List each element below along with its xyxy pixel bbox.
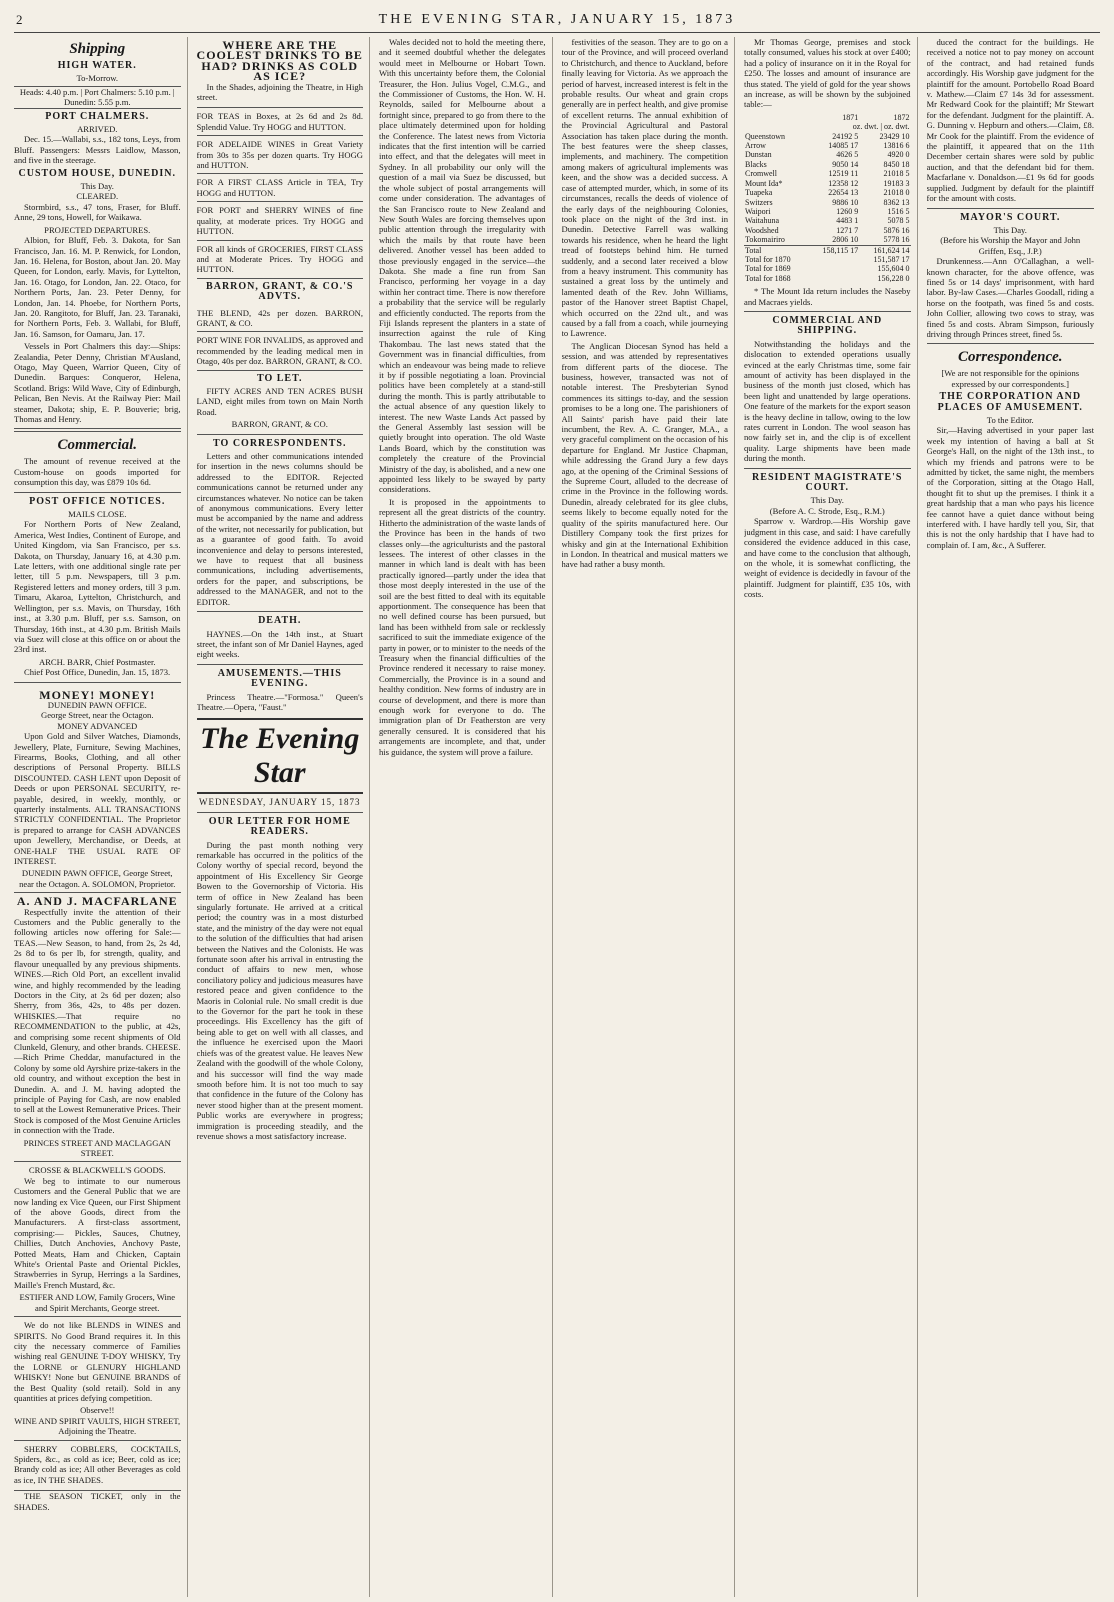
projected-text: Albion, for Bluff, Feb. 3. Dakota, for San Francisco, Jan. 16. M. P. Renwick, for London, Jan. 16. Helena, for Boston, about Jan. 20. May Queen, for London, early. Mavis, for Lyttelton, Jan. 16. Otago, for London, Jan. 22. Otaco, for Northern Ports, Jan. 23. Peter Denny, for London, Jan. 14. Phoebe, for Northern Ports, Jan. 20. Rangitoto, for Bluff, Jan. 23. Taranaki, for Northern Ports, Feb. 3. Wallabi, for Bluff, Jan. 16. Samson, for Oamaru, Jan. 17.: [14, 235, 181, 339]
death-notice: HAYNES.—On the 14th inst., at Stuart street, the infant son of Mr Daniel Haynes, aged eight weeks.: [196, 628, 363, 660]
table-cell: 13816 6: [883, 141, 910, 151]
table-cell: 9050 14: [832, 159, 859, 169]
mayors-court-heading: MAYOR'S COURT.: [960, 211, 1061, 223]
column-4: [562, 37, 736, 1597]
coolest-drinks-heading: WHERE ARE THE COOLEST DRINKS TO BE HAD? DRINKS AS COLD AS ICE?: [196, 38, 363, 84]
leader-heading: OUR LETTER FOR HOME READERS.: [208, 815, 351, 838]
resident-court-judge: (Before A. C. Strode, Esq., R.M.): [769, 505, 885, 516]
table-cell: 158,115 17: [808, 245, 859, 255]
table-row: [744, 188, 911, 197]
cleared-text: Stormbird, s.s., 47 tons, Fraser, for Bluff. Anne, 29 tons, Howell, for Waikawa.: [14, 201, 181, 223]
table-cell: Woodshed: [745, 225, 779, 235]
table-cell: 21018 0: [883, 188, 910, 198]
projected-label: PROJECTED DEPARTURES.: [44, 224, 151, 235]
macfarlane-text: Respectfully invite the attention of their Customers and the Public generally to the following articles now offering for Sale:— TEAS.—New Season, to hand, from 2s, 2s 4d, 2s 8d to 6s per lb, for strength, quality, and flavour unequalled by any previous shipments. WINES.—Rich Old Port, an excellent invalid wine, and highly recommended by the leading Doctors in the City, at 2s 6d per dozen; also Sherry, from 36s, 42s, to 48s per dozen. WHISKIES.—That require no RECOMMENDATION to the public, at 42s, and comprising some recent shipments of Old Clunkeld, Glenury, and other brands. CHEESE.—Rich Prime Cheddar, manufactured in the Colony by some old Ayrshire prize-takers in the old country, and without exception the best in Dunedin. A. and J. M. having adopted the principle of Paying for Cash, are now enabled to sell at the Lowest Remunerative Prices. Their Stock is composed of the Most Genuine Articles in connection with the Trade.: [14, 906, 181, 1136]
blends-ad: [14, 1317, 181, 1440]
table-cell: Cromwell: [745, 169, 777, 179]
court-continued: duced the contract for the buildings. He received a notice not to pay money on account of the contract, and had retained funds accordingly. His Worship gave judgment for the plaintiff for the amount. Portobello Road Board v. Mathew.—Claim £7 14s 3d for assessment. Mr Redward Cook for the plaintiff; Mr Stewart for the defendant. Judgment for the plaintiff. A. G. Dunning v. Hepburn and others.—Claim, £8. Mr Cook for the plaintiff. From the evidence of the plaintiff, it appeared that on the 11th December certain shares were sold by public auction, and that the defendant bid for them. Macfarlane v. Donaldson.—£1 9s 6d for goods supplied. Judgment by default for the plaintiff for the amount with costs.: [926, 37, 1094, 204]
leader-text: During the past month nothing very remarkable has occurred in the politics of the Colony worthy of special record, beyond the appointment of His Excellency Sir George Bowen to the Governorship of Victoria. His term of office in New Zealand has been singularly fortunate. He arrived at a critical period; the country was in a most disturbed state, and the ministry of the day were not equal to the solution of the difficulties that had arisen between the Natives and the Colonists. He was fortunate soon after his arrival in entrusting the conduct of affairs to new men, whose conciliatory policy and judicious measures have restored peace and given confidence to the Maoris in Colonial rule. No small credit is due to the Governor for the part he took in these proceedings. His Excellency has the gift of being able to get on well with all classes, and the influence he exercised upon the Maori chiefs was of the greatest value. He leaves New Zealand with the goodwill of the whole Colony, and his successor will find the way made smooth before him. It is not too much to say that confidence in the future of the Colony has never stood higher than at the present moment. Public works are everywhere in progress; immigration is proceeding steadily, and the revenue shows a most satisfactory increase.: [196, 839, 363, 1141]
table-row: [744, 207, 911, 216]
commercial-heading: Commercial.: [57, 437, 138, 454]
correspondence-note: [We are not responsible for the opinions expressed by our correspondents.]: [941, 368, 1080, 389]
table-cell: 14085 17: [828, 141, 859, 151]
leader-continued-2: It is proposed in the appointments to represent all the great districts of the country. Hitherto the administration of the waste lands of the Province has been in the hands of two classes only—the agriculturists and the pastoral lessees. The interest of other classes in the manner in which land is dealt with has been practically ignored—partly under the idea that those most deeply interested in the use of the soil are the best fitted to deal with its equitable apportionment. The consequence has been that no well defined course has been pursued, but land has been withheld from sale or recklessly sacrificed to suit the immediate exigence of the party in power, or to minister to the needs of the Treasury when the financial difficulties of the Province rendered it necessary to raise money. Commercially, the Province is in a sound and healthy condition. New forms of industry are in course of development, and there is more than enough work for everyone to do. The immigration plan of Dr Featherston are very generally censured. It is considered that his arrangements are incomplete, and that, under his guidance, the system will prove a failure.: [379, 496, 546, 757]
hogg-hutton-ad-5: FOR all kinds of GROCERIES, FIRST CLASS and at Moderate Prices. Try HOGG and HUTTON.: [197, 241, 364, 279]
table-cell: Total for 1869: [745, 264, 791, 274]
leader-part-4b: The Anglican Diocesan Synod has held a session, and was attended by representatives from different parts of the diocese. The business, however, transacted was not of notable interest. The Presbyterian Synod commences its sittings to-day, and the session promises to be a long one. The parishioners of All Saints' parish have paid their late incumbent, the Rev. A. C. Granger, M.A., a very graceful compliment on the occasion of his departure for England. Mr Justice Chapman, while addressing the Grand Jury a few days ago, at the opening of the Criminal Sessions of the Supreme Court, alluded to the decrease of crime in the Province in the following words. Dunedin, already celebrated for its glee clubs, seems likely to become equally noted for the quality of the spirits manufactured here. Our Distillery Company took the first prizes for whisky and gin at the International Exhibition in London. In theatrical and musical matters we have had rather a busy month.: [561, 340, 728, 570]
resident-court-text: Sparrow v. Wardrop.—His Worship gave judgment in this case, and said: I have carefully considered the evidence adduced in this case, and have come to the conclusion that although, on the whole, it is somewhat conflicting, the weight of evidence is decidedly in favour of the plaintiff. Judgment for plaintiff, £35 10s, with costs.: [744, 516, 911, 600]
port-chalmers-heading: PORT CHALMERS.: [45, 110, 150, 122]
table-cell: Waitahuna: [745, 216, 780, 226]
table-cell: 1516 5: [887, 206, 910, 216]
correspondents-text: Letters and other communications intended for insertion in the news columns should be addressed to the EDITOR. Rejected communications cannot be returned under any circumstances whatever. No notice can be taken of anonymous communications. Every letter must be accompanied by the name and address of the writer, not necessarily for publication, but as a guarantee of good faith. To avoid inconvenience and delay to persons interested, we have to request that all business communications, including advertisements, orders for the paper, and subscriptions, be addressed to the MANAGER, and not to the EDITOR.: [196, 451, 363, 607]
death-heading: DEATH.: [258, 615, 302, 627]
table-cell: Total for 1870: [745, 254, 791, 264]
port-wine-ad: PORT WINE FOR INVALIDS, as approved and recommended by the leading medical men in Otago, 40s per doz. BARRON, GRANT, & CO.: [197, 332, 364, 370]
money-heading: MONEY! MONEY!: [39, 687, 156, 702]
table-row: [744, 179, 911, 188]
column-6: [927, 37, 1101, 1597]
table-cell: Arrow: [745, 141, 766, 151]
table-row: [744, 264, 911, 273]
divider: [14, 428, 181, 432]
postmaster-sign: ARCH. BARR, Chief Postmaster.: [38, 656, 156, 667]
table-cell: 5778 16: [883, 235, 910, 245]
table-row: [744, 132, 911, 141]
arrived-label: ARRIVED.: [77, 124, 118, 135]
pawn-office-name: DUNEDIN PAWN OFFICE.: [47, 699, 147, 710]
column-1: [14, 37, 188, 1597]
table-cell: Waipori: [745, 206, 771, 216]
table-header: [744, 113, 808, 122]
blend-ad: THE BLEND, 42s per dozen. BARRON, GRANT, & CO.: [197, 305, 364, 333]
table-cell: 1260 9: [836, 206, 859, 216]
crosse-blackwell-text: We beg to intimate to our numerous Customers and the General Public that we are now landing ex Vice Queen, our First Shipment of the above Goods, direct from the Manufacturers. A first-class assortment, comprising:— Pickles, Sauces, Chutney, Chillies, Dutch Anchovies, Anchovy Paste, Potted Meats, Ham and Chicken, Captain White's Oriental Paste and Oriental Pickles, Strawberries in Syrup, Herrings a la Sardines, Maille's French Mustard, &c.: [14, 1175, 181, 1290]
mayors-court-text: Drunkenness.—Ann O'Callaghan, a well-known character, for the above offence, was fined 5s or 14 days' imprisonment, with hard labor. By-law Cases.—Charles Goodall, riding a horse on the footpath, was fined 5s and costs. John Collier, allowing two cows to stray, was fined 5s and costs. Abram Simpson, furiously driving through Princes street, fined 5s.: [926, 256, 1094, 339]
amusements-heading: AMUSEMENTS.—THIS EVENING.: [217, 667, 342, 690]
table-header: 1872: [893, 112, 910, 122]
table-cell: Tokomairiro: [745, 235, 785, 245]
divider: [927, 343, 1095, 344]
money-advanced: MONEY ADVANCED: [57, 720, 138, 731]
coolest-drinks-text: In the Shades, adjoining the Theatre, in High street.: [196, 81, 363, 103]
table-row: [744, 274, 911, 283]
table-cell: 5876 16: [883, 225, 910, 235]
table-cell: 156,228 0: [877, 273, 910, 283]
table-cell: 19183 3: [883, 178, 910, 188]
hogg-hutton-ad-3: FOR A FIRST CLASS Article in TEA, Try HOGG and HUTTON.: [197, 174, 364, 202]
table-cell: 8450 18: [883, 159, 910, 169]
letter-text: Sir,—Having advertised in your paper last week my intention of having a ball at St George's Hall, on the night of the 13th inst., to which my friends and patrons were to be admitted by ticket, the same night, the members of the Corporation, sitting at the Otago Hall, thought fit to shut up the premises. I think it a great hardship that a man who pays his licence fee cannot have a quiet dance without being interfered with. I have hardly tell you, Sir, that this is not the only hardship that I have had to complain of. I am, &c., A Sufferer.: [926, 425, 1094, 550]
gold-table-body: [744, 132, 911, 245]
post-office-date: Chief Post Office, Dunedin, Jan. 15, 1873.: [24, 667, 171, 678]
table-cell: 161,624 14: [859, 245, 910, 255]
page-number: 2: [16, 12, 23, 27]
resident-court-day: This Day.: [810, 495, 844, 506]
commercial-shipping-text: Notwithstanding the holidays and the dislocation to extended operations usually evinced at the early Christmas time, some fair amount of activity has been displayed in the business of the month just closed, which has been light and unattended by large operations. One feature of the markets for the export season is the heavy decline in tallow, owing to the low rates current in London. The wool season has now fairly set in, and the clip is of excellent quality. Large shipments have been made during the month.: [744, 338, 911, 464]
table-cell: Total for 1868: [745, 273, 791, 283]
table-cell: 12358 12: [828, 178, 859, 188]
table-cell: 4483 1: [836, 216, 859, 226]
paper-dateline: WEDNESDAY, JANUARY 15, 1873: [199, 797, 361, 808]
commercial-text: The amount of revenue received at the Custom-house on goods imported for consumption this day, was £879 10s 6d.: [14, 456, 181, 488]
table-cell: 4920 0: [887, 150, 910, 160]
letter-salutation: To the Editor.: [986, 415, 1034, 425]
to-let-heading: TO LET.: [256, 372, 303, 384]
divider: [744, 468, 911, 469]
this-day-label: This Day.: [80, 181, 114, 192]
pawn-office-ad: [14, 687, 181, 894]
table-cell: 151,587 17: [873, 254, 910, 264]
running-title: THE EVENING STAR, JANUARY 15, 1873: [378, 12, 736, 27]
macfarlane-heading: A. AND J. MACFARLANE: [16, 894, 178, 909]
hogg-hutton-ad-2: FOR ADELAIDE WINES in Great Variety from 30s to 35s per dozen quarts. Try HOGG and HUTTON.: [197, 136, 364, 174]
table-cell: 24192 5: [832, 131, 859, 141]
table-cell: 22654 13: [828, 188, 859, 198]
blends-text: We do not like BLENDS in WINES and SPIRITS. No Good Brand requires it. In this city the necessary commerce of Families wishing real GENUINE T-DOY WHISKY, Try the LORNE or GLENURY HIGHLAND WHISKY! None but GENUINE BRANDS of the Best Quality (sold retail). Sold in any quantities at prices defying competition.: [14, 1320, 181, 1403]
hogg-hutton-ad-4: FOR PORT and SHERRY WINES of fine quality, at moderate prices. Try HOGG and HUTTON.: [197, 202, 364, 240]
table-unit: oz. dwt. | oz. dwt.: [852, 122, 910, 132]
table-cell: Total: [744, 245, 808, 255]
table-cell: 8362 13: [883, 197, 910, 207]
divider: [197, 434, 364, 435]
gold-intro: Mr Thomas George, premises and stock totally consumed, values his stock at over £400; had a policy of insurance on it in the Royal for £250. The losses and amount of insurance are thus stated. The yield of gold for the year shows an increase, as will be shown by the subjoined table:—: [744, 37, 911, 110]
divider: [14, 492, 181, 493]
estifer-low-sign: ESTIFER AND LOW, Family Grocers, Wine and Spirit Merchants, George street.: [19, 1292, 176, 1313]
table-cell: Switzers: [745, 197, 773, 207]
masthead: [14, 10, 1100, 33]
observe-label: Observe!!: [80, 1405, 115, 1416]
tide-table: Heads: 4.40 p.m. | Port Chalmers: 5.10 p.m. | Dunedin: 5.55 p.m.: [14, 86, 181, 109]
year-totals: [744, 255, 911, 283]
table-cell: 5078 5: [887, 216, 910, 226]
commercial-shipping-heading: COMMERCIAL AND SHIPPING.: [772, 314, 883, 337]
table-cell: 12519 11: [828, 169, 859, 179]
columns: [14, 37, 1100, 1597]
mayors-court-day: This Day.: [993, 224, 1027, 235]
table-row: [744, 169, 911, 178]
vessels-in-port: Vessels in Port Chalmers this day:—Ships: Zealandia, Peter Denny, Christian M'Ausland, Otago, May Queen, Warrior Queen, City of Dunedin. Barques: Conqueror, Helena, Scotland. Brigs: Wild Wave, City of Edinburgh, Pelican, Ben Nevis. At the Railway Pier: Mail steamer, Dakota; ship, E. P. Bouverie; brig, Thomas and Henry.: [14, 341, 181, 424]
divider: [14, 682, 181, 683]
custom-house-heading: CUSTOM HOUSE, DUNEDIN.: [18, 167, 176, 179]
table-row: [744, 141, 911, 150]
table-row: [744, 198, 911, 207]
table-row: [744, 150, 911, 159]
table-row: [744, 216, 911, 225]
gold-yield-table: [744, 113, 911, 283]
table-cell: 155,604 0: [877, 264, 910, 274]
princes-street-heading: PRINCES STREET AND MACLAGGAN STREET.: [23, 1137, 171, 1158]
divider: [744, 311, 911, 312]
coolest-drinks-ad: [197, 37, 364, 108]
gold-footnote: * The Mount Ida return includes the Naseby and Macraes yields.: [744, 286, 911, 307]
macfarlane-ad: [14, 893, 181, 1162]
high-water-heading: HIGH WATER.: [57, 60, 137, 71]
cleared-label: CLEARED.: [76, 191, 119, 202]
table-row: [744, 255, 911, 264]
divider: [197, 812, 364, 813]
crosse-blackwell-heading: CROSSE & BLACKWELL'S GOODS.: [28, 1165, 166, 1176]
wine-spirit-vaults: WINE AND SPIRIT VAULTS, HIGH STREET, Adjoining the Theatre.: [14, 1415, 181, 1437]
table-cell: 23429 10: [879, 131, 910, 141]
paper-nameplate: The Evening Star: [197, 718, 364, 794]
correspondence-heading: Correspondence.: [957, 349, 1063, 366]
pawn-office-sign: DUNEDIN PAWN OFFICE, George Street, near the Octagon. A. SOLOMON, Proprietor.: [19, 868, 176, 889]
pawn-office-address: George Street, near the Octagon.: [41, 710, 154, 721]
column-5: [744, 37, 918, 1597]
mails-close-label: MAILS CLOSE.: [68, 509, 127, 520]
amusements-text: Princess Theatre.—"Formosa." Queen's Theatre.—Opera, "Faust.": [196, 691, 363, 712]
table-cell: Queenstown: [745, 131, 785, 141]
divider: [927, 208, 1095, 209]
table-total-row: [744, 245, 911, 255]
tomorrow-label: To-Morrow.: [76, 73, 119, 84]
table-cell: 1271 7: [836, 225, 859, 235]
cobblers-text: SHERRY COBBLERS, COCKTAILS, Spiders, &c., as cold as ice; Beer, cold as ice; Brandy cold as ice; All other Beverages as cold as ice, IN THE SHADES.: [14, 1443, 181, 1485]
table-cell: Blacks: [745, 159, 767, 169]
divider: [197, 611, 364, 612]
table-cell: Dunstan: [745, 150, 772, 160]
table-row: [744, 160, 911, 169]
table-cell: 2806 10: [832, 235, 859, 245]
correspondents-heading: TO CORRESPONDENTS.: [213, 437, 347, 449]
post-office-heading: POST OFFICE NOTICES.: [29, 495, 166, 507]
barron-grant-heading: BARRON, GRANT, & CO.'S ADVTS.: [206, 280, 354, 303]
mayors-court-judge: (Before his Worship the Mayor and John Griffen, Esq., J.P.): [940, 235, 1081, 256]
table-cell: Tuapeka: [745, 188, 773, 198]
table-cell: Mount Ida*: [745, 178, 783, 188]
divider: [197, 664, 364, 665]
letter-title: THE CORPORATION AND PLACES OF AMUSEMENT.: [937, 391, 1083, 413]
table-cell: 21018 5: [883, 169, 910, 179]
crosse-blackwell-ad: [14, 1162, 181, 1317]
leader-part-4a: festivities of the season. They are to go on a tour of the Province, and will proceed overland to Christchurch, and thence to Auckland, before finally leaving for Victoria. As we approach the period of harvest, increased interest is felt in the probable results. Our wheat and grain crops generally are in perfect health, and give promise of excellent returns. The annual exhibition of the Provincial Agricultural and Pastoral Association has taken place during the month. The best features were the sheep classes, implements, and machinery. The competition among makers of agricultural implements was keen, and the show was a decided success. A case of attempted murder, which, in some of its circumstances, recalls the deeds of violence of the early days of the neighbouring Colonies, took place on the night of the 3rd inst. in Dunedin. Detective Farrell was walking towards his residence, when he heard the light tread of footsteps behind him. He turned suddenly, and a second later received a blow from a heavy instrument. This community has sustained a great loss by the untimely and lamented death of the Rev. John Williams, pastor of the Hanover street Baptist Chapel, which occurred on the 22nd ult., and was caused by a fall from a coach, while journeying to Lawrence.: [561, 37, 728, 339]
table-row: [744, 226, 911, 235]
post-office-text: For Northern Ports of New Zealand, America, West Indies, Continent of Europe, and United Kingdom, via San Francisco, per s.s. Dakota, on Thursday, January 16, at 4.30 p.m. Late letters, with one additional single rate per letter, till 5 p.m. Newspapers, till 3 p.m. Registered letters and money orders, till 3 p.m. Timaru, Akaroa, Lyttelton, Christchurch, and Wellington, per s.s. Mavis, on Thursday, 16th inst., at 3.30 p.m. Bluff, per s.s. Samson, on Thursday, 16th inst., at 4.30 p.m. British Mails via Suez will close at this office on or about the 23rd inst.: [14, 519, 181, 655]
season-ticket-ad: THE SEASON TICKET, only in the SHADES.: [14, 1491, 181, 1512]
pawn-office-text: Upon Gold and Silver Watches, Diamonds, Jewellery, Plate, Furniture, Sewing Machines, Firearms, Books, Clothing, and all other descriptions of Personal Property. BILLS DISCOUNTED. CASH LENT upon Deposit of Deeds or upon PERSONAL SECURITY, re-payable, desired, in weekly, monthly, or quarterly instalments. ALL TRANSACTIONS STRICTLY CONFIDENTIAL. The Proprietor is prepared to arrange for CASH ADVANCES upon Jewellery, Merchandise, or Deeds, at ONE-HALF THE USUAL RATE OF INTEREST.: [14, 731, 181, 867]
leader-continued: Wales decided not to hold the meeting there, and it seemed doubtful whether the delegates would meet in Melbourne or Hobart Town. With this uncertainty before them, the Colonial Treasurer, the Hon. Julius Vogel, C.M.G., and the Commissioner of Customs, the Hon. W. H. Reynolds, sailed for Melbourne about a fortnight since, prepared to go from there to the place ultimately determined upon for holding the Conference. The latest news from Victoria indicates that the first intention will be carried into effect, and that the delegates will meet in Sydney. In all probability our only will the question of a mail via Suez be discussed, but the whole subject of postal arrangements will come under consideration. The advantages of the San Francisco route to New Zealand and New South Wales are forcing themselves upon public attention through the irregularity with which the mails by that route have been delivered. Another vessel has been added to those previously engaged in the service—the Dakota. She made a fine run from San Francisco, performing her voyage in a day within her contract time. There is now therefore a probability that the service will be regularly and efficiently conducted. The reports from the Fiji Islands represent the planters in a state of insurrection against the rule of King Thakombau. The last news stated that the Government was in financial difficulties, from which an endeavour was being made to relieve it by if possible negotiating a loan. Provincial politics have been completely at a stand-still during the month. This is partly attributable to the actual absence of any question likely to interest. The new Waste Lands Act passed by the General Assembly last session will be quietly brought into operation. The old Waste Lands Board, which by the constitution was completely the creature of the Provincial Ministry of the day, is abolished, and a new one appointed less likely to be swayed by party considerations.: [379, 37, 546, 495]
barron-grant-sign: BARRON, GRANT, & CO.: [231, 419, 328, 430]
table-cell: 9886 10: [832, 197, 859, 207]
shipping-heading: Shipping: [69, 41, 126, 57]
column-3: [379, 37, 553, 1597]
column-2: [197, 37, 371, 1597]
table-header: 1871: [842, 112, 859, 122]
hogg-hutton-ad-1: FOR TEAS in Boxes, at 2s 6d and 2s 8d. Splendid Value. Try HOGG and HUTTON.: [197, 108, 364, 136]
resident-court-heading: RESIDENT MAGISTRATE'S COURT.: [752, 471, 903, 494]
table-row: [744, 235, 911, 245]
arrived-text: Dec. 15.—Wallabi, s.s., 182 tons, Leys, from Bluff. Passengers: Messrs Laidlow, Masson, and five in the steerage.: [14, 134, 181, 166]
table-cell: 4626 5: [836, 150, 859, 160]
cobblers-ad: [14, 1441, 181, 1492]
fifty-acres-ad: FIFTY ACRES AND TEN ACRES BUSH LAND, eight miles from town on Main North Road.: [196, 385, 363, 417]
